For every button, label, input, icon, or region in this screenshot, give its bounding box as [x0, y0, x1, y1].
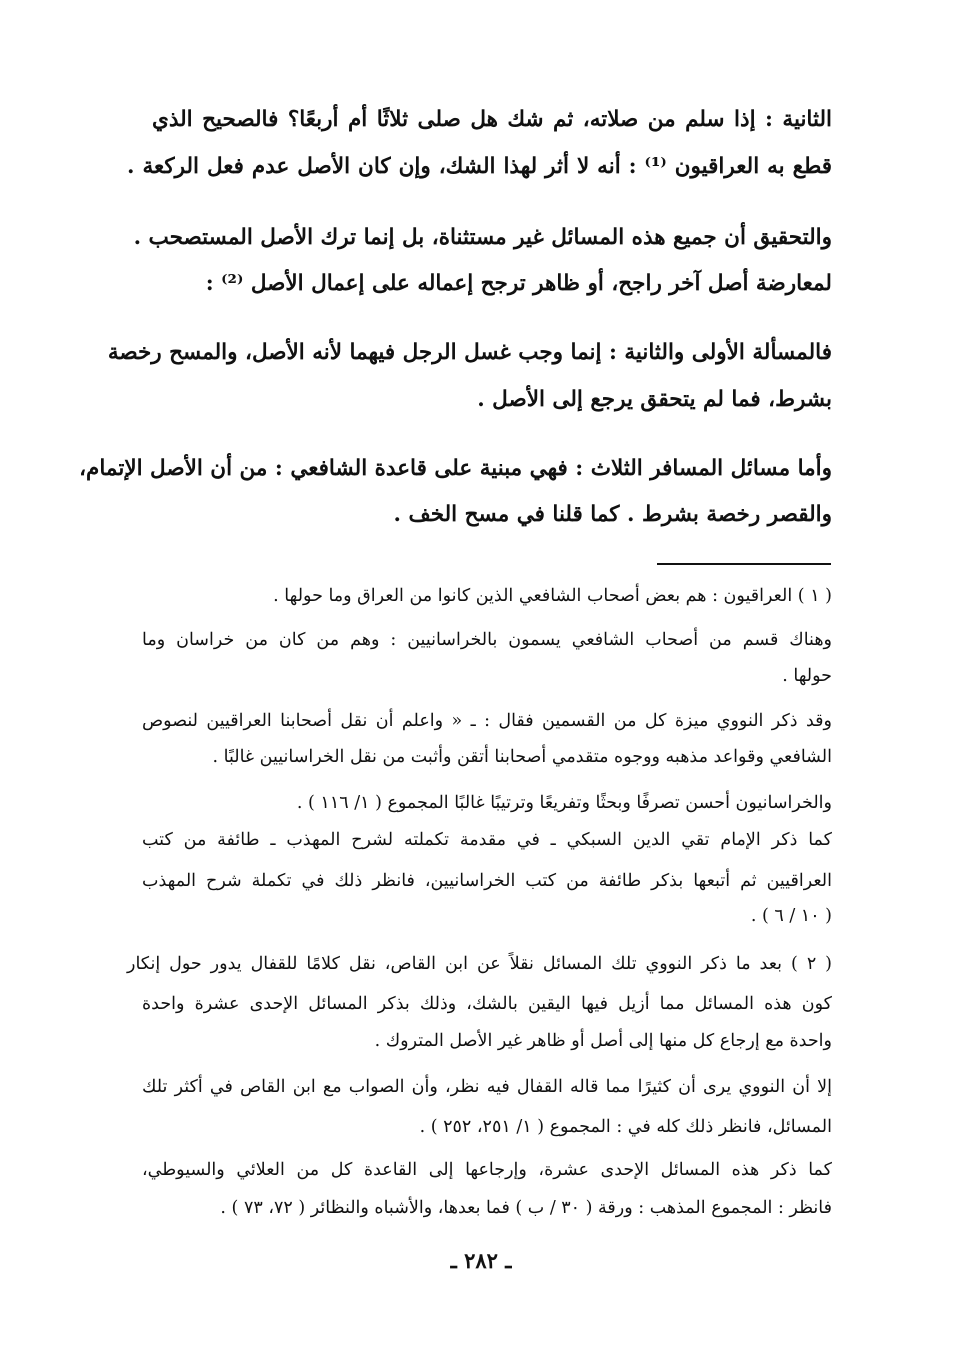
- footnote-1-line-8: العراقيين ثم أتبعها بذكر طائفة من كتب الخراسانيين، فانظر ذلك في تكملة شرح المهذب: [142, 871, 832, 891]
- footnote-2-line-4: إلا أن النووي يرى أن كثيرًا مما قاله القفال فيه نظر، وأن الصواب مع ابن القاص في أكثر تلك: [142, 1077, 832, 1097]
- footnote-2-line-5: المسائل، فانظر ذلك كله في : المجموع ( ١/ ٢٥١، ٢٥٢ ) .: [419, 1117, 832, 1137]
- footnote-1-line-5: الشافعي وقواعد مذهبه ووجوه متقدمي أصحابنا أتقن وأثبت من نقل الخراسانيين غالبًا .: [212, 747, 832, 767]
- page-number: ـ ٢٨٢ ـ: [450, 1248, 512, 1273]
- footnote-1-line-9: ( ١٠ / ٦ ) .: [750, 906, 832, 926]
- footnote-2-line-3: واحدة مع إرجاع كل منها إلى أصل أو ظاهر غير الأصل المتروك .: [374, 1031, 832, 1051]
- footnote-1-line-4: وقد ذكر النووي ميزة كل من القسمين فقال : ـ « واعلم أن نقل أصحابنا العراقيين لنصوص: [142, 711, 832, 731]
- footnote-2-line-1: ( ٢ ) بعد ما ذكر النووي تلك المسائل نقلاً عن ابن القاص، نقل كلامًا للقفال يدور حول إنكار: [127, 954, 833, 974]
- footnote-1-line-6: والخراسانيون أحسن تصرفًا وبحثًا وتفريعًا وترتيبًا غالبًا المجموع ( ١/ ١١٦ ) .: [296, 793, 832, 813]
- paragraph-4-line-2: والقصر رخصة بشرط . كما قلنا في مسح الخف .: [393, 502, 832, 527]
- footnote-1-line-1: ( ١ ) العراقيون : هم بعض أصحاب الشافعي الذين كانوا من العراق وما حولها .: [273, 586, 832, 606]
- footnote-2-line-6: كما ذكر هذه المسائل الإحدى عشرة، وإرجاعها إلى القاعدة كل من العلائي والسيوطي،: [142, 1160, 832, 1180]
- footnote-1-line-2: وهناك قسم من أصحاب الشافعي يسمون بالخراسانيين : وهم من كان من خراسان وما: [142, 630, 832, 650]
- paragraph-1-line-2: قطع به العراقيون ⁽¹⁾ : أنه لا أثر لهذا الشك، وإن كان الأصل عدم فعل الركعة .: [127, 154, 832, 179]
- footnote-2-line-7: فانظر : المجموع المذهب : ورقة ( ٣٠ / ب ) فما بعدها، والأشباه والنظائر ( ٧٢، ٧٣ ) .: [220, 1198, 832, 1218]
- paragraph-3-line-2: بشرط، فما لم يتحقق يرجع إلى الأصل .: [477, 387, 832, 412]
- footnote-2-line-2: كون هذه المسائل مما أزيل فيها اليقين بالشك، وذلك بذكر المسائل الإحدى عشرة واحدة: [142, 994, 832, 1014]
- paragraph-1-line-1: الثانية : إذا سلم من صلاته، ثم شك هل صلى ثلاثًا أم أربعًا؟ فالصحيح الذي: [152, 107, 832, 132]
- footnote-1-line-3: حولها .: [782, 666, 832, 686]
- paragraph-2-line-2: لمعارضة أصل آخر راجح، أو ظاهر ترجح إعماله على إعمال الأصل ⁽²⁾ :: [205, 271, 832, 296]
- paragraph-4-line-1: وأما مسائل المسافر الثلاث : فهي مبنية على قاعدة الشافعي : من أن الأصل الإتمام،: [79, 456, 832, 481]
- paragraph-2-line-1: والتحقيق أن جميع هذه المسائل غير مستثناة، بل إنما ترك الأصل المستصحب .: [133, 225, 832, 250]
- paragraph-3-line-1: فالمسألة الأولى والثانية : إنما وجب غسل الرجل فيهما لأنه الأصل، والمسح رخصة: [107, 340, 832, 365]
- footnote-separator: [657, 563, 831, 565]
- footnote-1-line-7: كما ذكر الإمام تقي الدين السبكي ـ في مقدمة تكملته لشرح المهذب ـ طائفة من كتب: [142, 830, 832, 850]
